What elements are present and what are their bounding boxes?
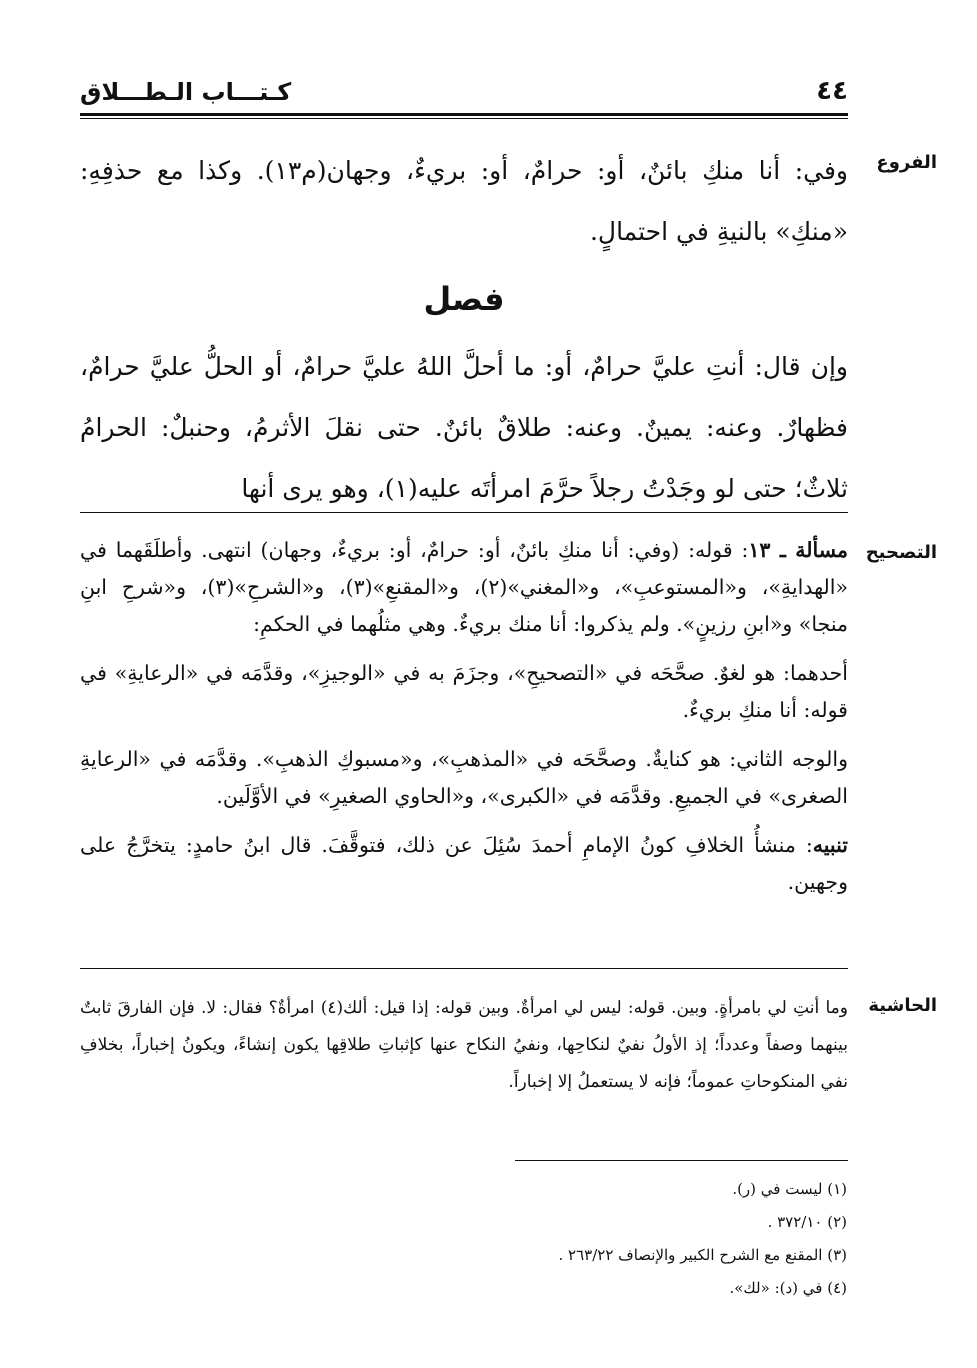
footnote-3: (٣) المقنع مع الشرح الكبير والإنصاف ٢٦٣/٢٢ .: [558, 1246, 847, 1264]
book-title: كـتـــاب الـطـــلاق: [80, 78, 292, 106]
page-header: [80, 70, 848, 110]
header-rule: [80, 113, 848, 116]
tashih-block: [80, 532, 848, 913]
tashih-paragraph-3: والوجه الثاني: هو كنايةٌ. وصحَّحَه في «المذهبِ»، و«مسبوكِ الذهبِ». وقدَّمَه في «الرعايةِ الصغرى» في الجميعِ. وقدَّمَه في «الكبرى»، و«الحاوي الصغيرِ» في الأوَّلَين.: [80, 747, 848, 808]
furu-label: الفروع: [876, 152, 937, 173]
tashih-paragraph-1: [80, 532, 848, 643]
main-text: وإن قال: أنتِ عليَّ حرامٌ، أو: ما أحلَّ اللهُ عليَّ حرامٌ، أو الحلُّ عليَّ حرامٌ، فظهارٌ. وعنه: يمينٌ. وعنه: طلاقٌ بائنٌ. حتى نقلَ الأثرمُ، وحنبلٌ: الحرامُ ثلاثٌ؛ حتى لو وجَدْتُ رجلاً حرَّمَ امرأتَه عليه(١)، وهو يرى أنها: [80, 352, 848, 503]
tashih-divider: [80, 512, 848, 513]
furu-text: وفي: أنا منكِ بائنٌ، أو: حرامٌ، أو: بريءٌ، وجهان(م١٣). وكذا مع حذفِهِ: «منكِ» بالنيةِ في احتمالٍ.: [80, 156, 849, 246]
tashih-label: التصحيح: [865, 542, 937, 563]
hashiya-label: الحاشية: [868, 995, 937, 1016]
header-rule-thin: [80, 118, 848, 119]
footnote-rule: [515, 1160, 848, 1161]
tashih-p4-text: : منشأُ الخلافِ كونُ الإمامِ أحمدَ سُئِلَ عن ذلك، فتوقَّفَ. قال ابنُ حامدٍ: يتخرَّجُ على وجهين.: [80, 833, 848, 894]
hashiya-text: وما أنتِ لي بامرأةٍ. وبين. قوله: ليس لي امرأةٌ. وبين قوله: إذا قيل: ألك(٤) امرأةٌ؟ فقال: لا. فإن الفارقَ ثابتٌ بينهما وصفاً وعدداً؛ إذ الأولُ نفيٌ لنكاحِها، ونفيُ النكاح عنها كإثباتِ طلاقِها يكون إنشاءً، ويكونُ إخباراً، بخلافِ نفي المنكوحاتِ عموماً؛ فإنه لا يستعملُ إلا إخباراً.: [80, 998, 848, 1092]
footnote-4: (٤) في (د): «لك».: [729, 1279, 847, 1297]
issue-number: مسألة ـ ١٣: [748, 538, 849, 562]
page-number: ٤٤: [816, 76, 848, 106]
tashih-paragraph-2: أحدهما: هو لغوٌ. صحَّحَه في «التصحيحِ»، وجزَمَ به في «الوجيزِ»، وقدَّمَه في «الرعايةِ» في قوله: أنا منكِ بريءٌ.: [80, 661, 848, 722]
tashih-p1-text: : قوله: (وفي: أنا منكِ بائنٌ، أو: حرامٌ، أو: بريءٌ، وجهان) انتهى. وأطلَقَهما في «الهدايةِ»، و«المستوعبِ»، و«المغني»(٢)، و«المقنعِ»(٣)، و«الشرحِ»(٣)، و«شرحِ ابنِ منجا» و«ابنِ رزينٍ». ولم يذكروا: أنا منك بريءٌ. وهي مثلُهما في الحكمِ:: [80, 538, 848, 636]
footnote-2: (٢) ٣٧٢/١٠ .: [767, 1213, 847, 1231]
note-heading: تنبيه: [812, 833, 848, 857]
section-heading: فصل: [423, 280, 505, 318]
hashiya-divider: [80, 968, 848, 969]
tashih-paragraph-4: [80, 827, 848, 901]
footnote-1: (١) ليست في (ر).: [732, 1180, 847, 1198]
